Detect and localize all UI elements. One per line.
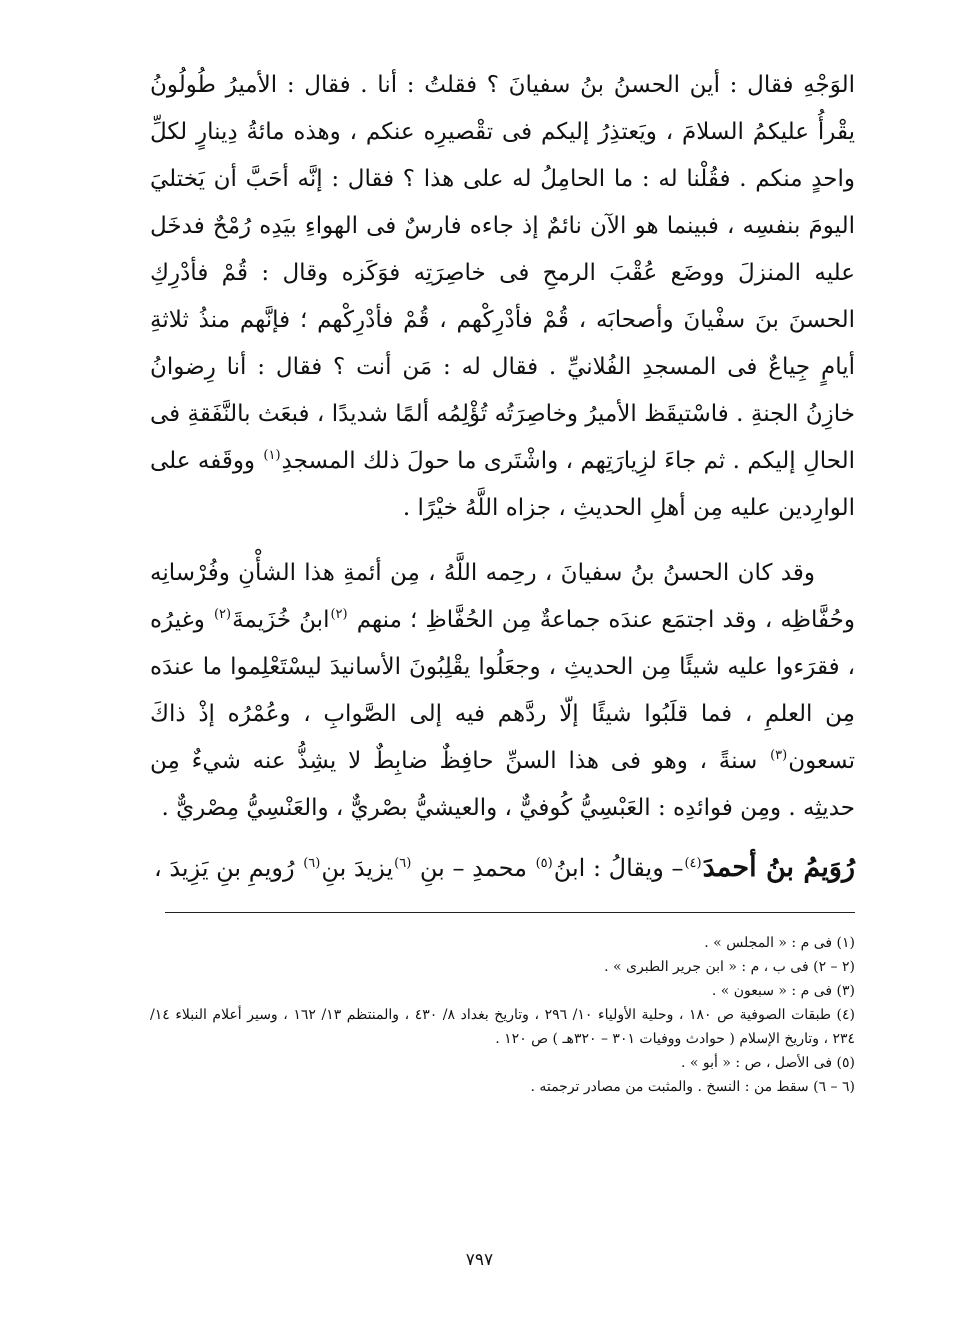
footnote-6: (٦ – ٦) سقط من : النسخ . والمثبت من مصادر ترجمته .: [530, 1079, 855, 1095]
footnote-ref-2-close: (٢): [213, 607, 232, 623]
paragraph-1: [150, 62, 855, 532]
paragraph-2-name: ابنُ خُزَيمةَ: [232, 607, 330, 633]
entry-text-c: يزيدَ بنِ: [321, 854, 394, 882]
paragraph-2: [150, 550, 855, 832]
biography-entry: [150, 844, 855, 892]
entry-text-b: محمدِ – بنِ: [412, 854, 535, 882]
paragraph-1-ending: ووقَفه على الوارِدين عليه مِن أهلِ الحديثِ ، جزاه اللَّهُ خيْرًا .: [150, 448, 855, 521]
footnote-ref-6-open: (٦): [394, 856, 412, 871]
footnote-separator: [165, 912, 855, 913]
footnote-5: (٥) فى الأصل ، ص : « أبو » .: [681, 1055, 855, 1071]
footnotes-list: [150, 931, 855, 1099]
footnote-ref-4: (٤): [684, 856, 702, 871]
entry-text-a: – ويقالُ : ابنُ: [553, 854, 684, 882]
paragraph-2-text-c: سنةً ، وهو فى هذا السنِّ حافِظٌ ضابِطٌ لا يشِذُّ عنه شيءٌ مِن حديثِه . ومِن فوائدِه : العَبْسِيُّ كُوفيٌّ ، والعيشيُّ بصْريٌّ ، والعَنْسِيُّ مِصْريٌّ .: [150, 748, 855, 821]
paragraph-1-text: الوَجْهِ فقال : أين الحسنُ بنُ سفيانَ ؟ فقلتُ : أنا . فقال : الأميرُ طُولُونُ يقْرأُ عليكمُ السلامَ ، ويَعتذِرُ إليكم فى تقْصيرِه عنكم ، وهذه مائةُ دِينارٍ لكلِّ واحدٍ منكم . فقُلْنا له : ما الحامِلُ له على هذا ؟ فقال : إنَّه أحَبَّ أن يَختليَ اليومَ بنفسِه ، فبينما هو الآن نائمٌ إذ جاءه فارسٌ فى الهواءِ بيَدِه رُمْحٌ فدخَل عليه المنزلَ ووضَع عُقْبَ الرمحِ فى خاصِرَتِه فوَكَزه وقال : قُمْ فأدْرِكِ الحسنَ بنَ سفْيانَ وأصحابَه ، قُمْ فأدْرِكْهم ، قُمْ فأدْرِكْهم ؛ فإنَّهم منذُ ثلاثةِ أيامٍ جِياعٌ فى المسجدِ الفُلانيِّ . فقال له : مَن أنت ؟ فقال : أنا رِضوانُ خازِنُ الجنةِ . فاسْتيقَظ الأميرُ وخاصِرَتُه تُؤْلِمُه ألمًا شديدًا ، فبعَث بالنَّفَقةِ فى الحالِ إليكم . ثم جاءَ لزِيارَتِهم ، واشْتَرى ما حولَ ذلك المسجدِ: [150, 72, 856, 474]
page-body: [150, 62, 855, 1099]
page-number: ٧٩٧: [465, 1250, 494, 1270]
entry-text-d: رُويمِ بنِ يَزِيدَ ،: [153, 854, 303, 882]
footnote-4: (٤) طبقات الصوفية ص ١٨٠ ، وحلية الأولياء ١٠/ ٢٩٦ ، وتاريخ بغداد ٨/ ٤٣٠ ، والمنتظم ١٣/ ١٦٢ ، وسير أعلام النبلاء ١٤/ ٢٣٤ ، وتاريخ الإسلام ( حوادث ووفيات ٣٠١ – ٣٢٠هـ ) ص ١٢٠ .: [150, 1007, 856, 1047]
footnote-2: (٢ – ٢) فى ب ، م : « ابن جرير الطبرى » .: [604, 959, 855, 975]
entry-heading: رُوَيمُ بنُ أحمدَ: [702, 852, 855, 883]
paragraph-2-text-b: وغيرُه ، فقرَءوا عليه شيئًا مِن الحديثِ ، وجعَلُوا يقْلِبُونَ الأسانيدَ ليسْتَعْلِموا ما عندَه مِن العلمِ ، فما قلَبُوا شيئًا إلّا ردَّهم فيه إلى الصَّوابِ ، وعُمْرُه إذْ ذاكَ تسعون: [150, 607, 855, 774]
footnote-ref-6-close: (٦): [303, 856, 321, 871]
footnote-3: (٣) فى م : « سبعون » .: [711, 983, 855, 999]
footnote-ref-1: (١): [263, 448, 281, 464]
footnote-1: (١) فى م : « المجلس » .: [704, 935, 855, 951]
footnote-ref-3: (٣): [770, 748, 788, 764]
footnote-ref-5: (٥): [535, 856, 553, 871]
paragraph-2-text-a: وقد كان الحسنُ بنُ سفيانَ ، رحِمه اللَّهُ ، مِن أئمةِ هذا الشأْنِ وفُرْسانِه وحُفَّاظِه ، وقد اجتمَع عندَه جماعةٌ مِن الحُفَّاظِ ؛ منهم: [150, 560, 855, 633]
footnote-ref-2-open: (٢): [330, 607, 348, 623]
